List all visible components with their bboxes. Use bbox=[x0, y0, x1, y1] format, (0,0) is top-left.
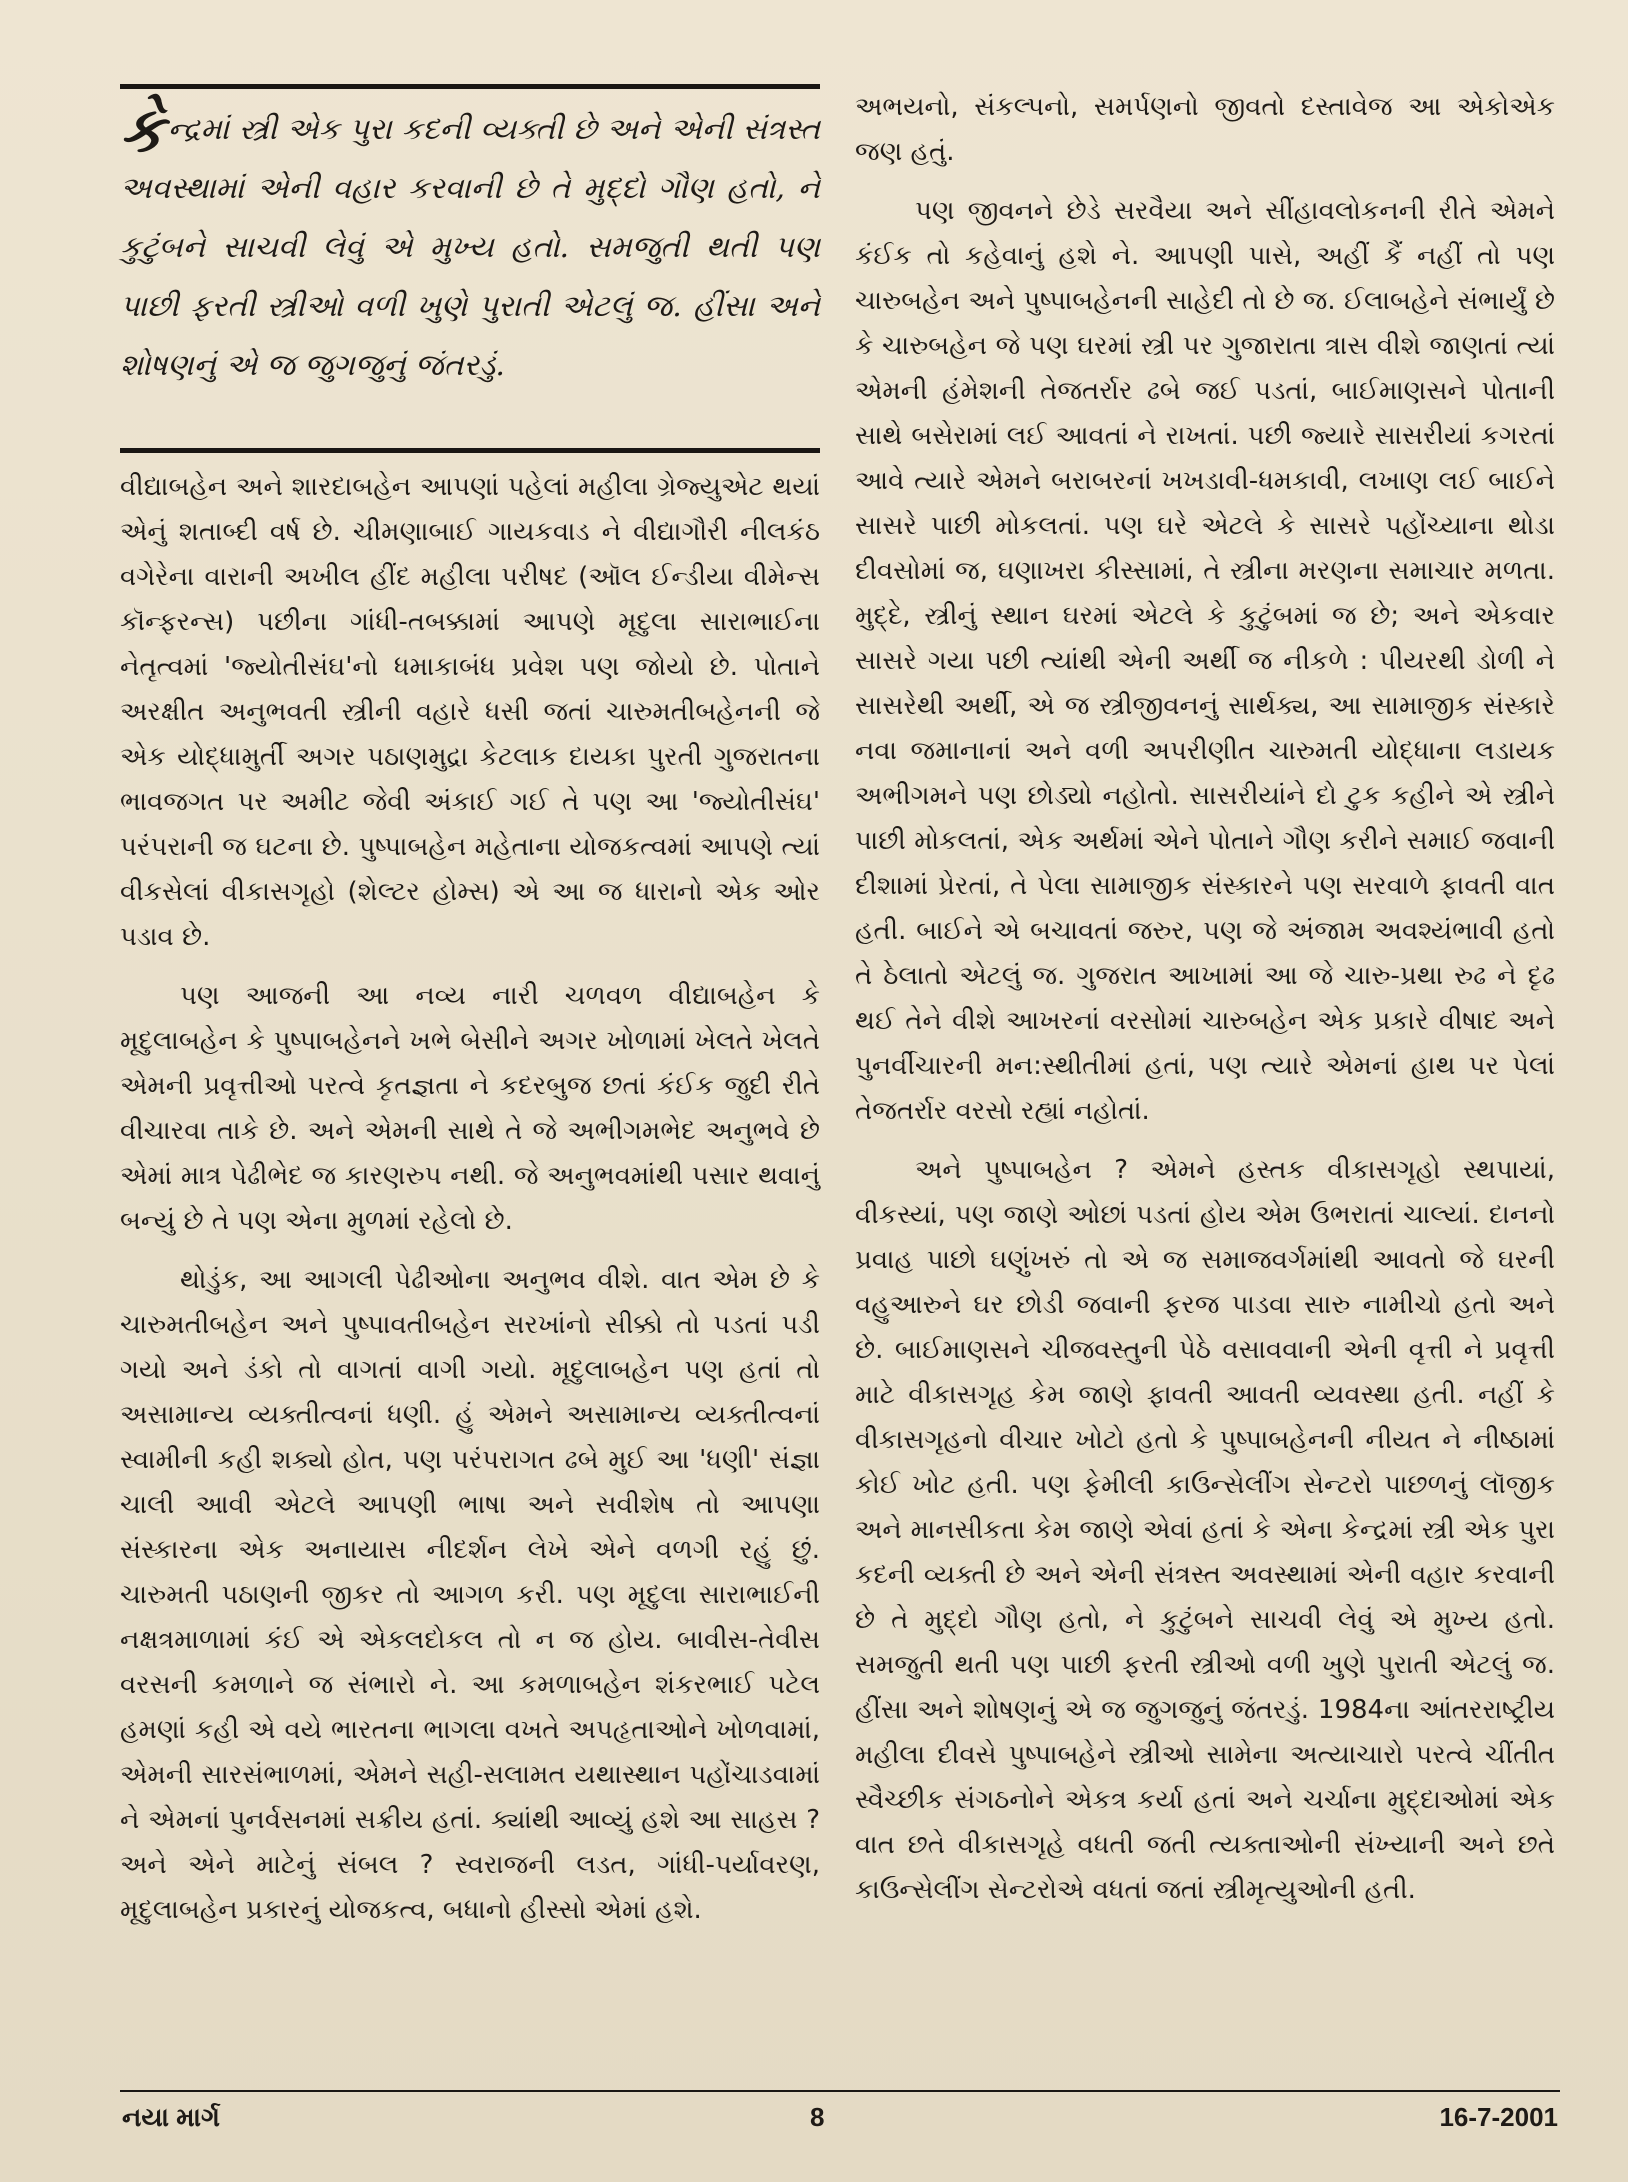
article-paragraph: પણ જીવનને છેડે સરવૈયા અને સીંહાવલોકનની રીતે એમને કંઈક તો કહેવાનું હશે ને. આપણી પાસે, અહીં કૈં નહીં તો પણ ચારુબહેન અને પુષ્પાબહેનની સાહેદી તો છે જ. ઈલાબહેને સંભાર્યું છે કે ચારુબહેન જે પણ ઘરમાં સ્ત્રી પર ગુજારાતા ત્રાસ વીશે જાણતાં ત્યાં એમની હંમેશની તેજતર્રાર ઢબે જઈ પડતાં, બાઈમાણસને પોતાની સાથે બસેરામાં લઈ આવતાં ને રાખતાં. પછી જ્યારે સાસરીયાં કગરતાં આવે ત્યારે એમને બરાબરનાં ખખડાવી-ધમકાવી, લખાણ લઈ બાઈને સાસરે પાછી મોકલતાં. પણ ઘરે એટલે કે સાસરે પહોંચ્યાના થોડા દીવસોમાં જ, ઘણાખરા કીસ્સામાં, તે સ્ત્રીના મરણના સમાચાર મળતા. મુદ્દે, સ્ત્રીનું સ્થાન ઘરમાં એટલે કે કુટુંબમાં જ છે; અને એકવાર સાસરે ગયા પછી ત્યાંથી એની અર્થી જ નીકળે : પીયરથી ડોળી ને સાસરેથી અર્થી, એ જ સ્ત્રીજીવનનું સાર્થક્ય, આ સામાજીક સંસ્કારે નવા જમાનાનાં અને વળી અપરીણીત ચારુમતી યોદ્ધાના લડાયક અભીગમને પણ છોડ્યો નહોતો. સાસરીયાંને દો ટુક કહીને એ સ્ત્રીને પાછી મોકલતાં, એક અર્થમાં એને પોતાને ગૌણ કરીને સમાઈ જવાની દીશામાં પ્રેરતાં, તે પેલા સામાજીક સંસ્કારને પણ સરવાળે ફાવતી વાત હતી. બાઈને એ બચાવતાં જરુર, પણ જે અંજામ અવશ્યંભાવી હતો તે ઠેલાતો એટલું જ. ગુજરાત આખામાં આ જે ચારુ-પ્રથા રુઢ ને દૃઢ થઈ તેને વીશે આખરનાં વરસોમાં ચારુબહેન એક પ્રકારે વીષાદ અને પુનર્વીચારની મન:સ્થીતીમાં હતાં, પણ ત્યારે એમનાં હાથ પર પેલાં તેજતર્રાર વરસો રહ્યાં નહોતાં. bbox=[855, 196, 1555, 1126]
pull-quote bbox=[120, 93, 820, 395]
article-paragraph: અને પુષ્પાબહેન ? એમને હસ્તક વીકાસગૃહો સ્થપાયાં, વીકસ્યાં, પણ જાણે ઓછાં પડતાં હોય એમ ઉભરાતાં ચાલ્યાં. દાનનો પ્રવાહ પાછો ઘણુંખરું તો એ જ સમાજવર્ગમાંથી આવતો જે ઘરની વહુઆરુને ઘર છોડી જવાની ફરજ પાડવા સારુ નામીચો હતો અને છે. બાઈમાણસને ચીજવસ્તુની પેઠે વસાવવાની એની વૃત્તી ને પ્રવૃત્તી માટે વીકાસગૃહ કેમ જાણે ફાવતી આવતી વ્યવસ્થા હતી. નહીં કે વીકાસગૃહનો વીચાર ખોટો હતો કે પુષ્પાબહેનની નીયત ને નીષ્ઠામાં કોઈ ખોટ હતી. પણ ફેમીલી કાઉન્સેલીંગ સેન્ટરો પાછળનું લૉજીક અને માનસીકતા કેમ જાણે એવાં હતાં કે એના કેન્દ્રમાં સ્ત્રી એક પુરા કદની વ્યક્તી છે અને એની સંત્રસ્ત અવસ્થામાં એની વહાર કરવાની છે તે મુદ્દો ગૌણ હતો, ને કુટુંબને સાચવી લેવું એ મુખ્ય હતો. સમજુતી થતી પણ પાછી ફરતી સ્ત્રીઓ વળી ખુણે પુરાતી એટલું જ. હીંસા અને શોષણનું એ જ જુગજુનું જંતરડું. 1984ના આંતરરાષ્ટ્રીય મહીલા દીવસે પુષ્પાબહેને સ્ત્રીઓ સામેના અત્યાચારો પરત્વે ચીંતીત સ્વૈચ્છીક સંગઠનોને એકત્ર કર્યા હતાં અને ચર્ચાના મુદ્દાઓમાં એક વાત છતે વીકાસગૃહે વધતી જતી ત્યક્તાઓની સંખ્યાની અને છતે કાઉન્સેલીંગ સેન્ટરોએ વધતાં જતાં સ્ત્રીમૃત્યુઓની હતી. bbox=[855, 1155, 1555, 1905]
article-paragraph: અભયનો, સંકલ્પનો, સમર્પણનો જીવતો દસ્તાવેજ આ એકોએક જણ હતું. bbox=[855, 92, 1555, 167]
footer-rule bbox=[120, 2090, 1560, 2092]
page-number: 8 bbox=[810, 2102, 825, 2132]
left-column bbox=[120, 465, 820, 1933]
pullquote-dropcap: કે bbox=[120, 93, 164, 166]
article-paragraph: થોડુંક, આ આગલી પેઢીઓના અનુભવ વીશે. વાત એમ છે કે ચારુમતીબહેન અને પુષ્પાવતીબહેન સરખાંનો સીક્કો તો પડતાં પડી ગયો અને ડંકો તો વાગતાં વાગી ગયો. મૃદુલાબહેન પણ હતાં તો અસામાન્ય વ્યક્તીત્વનાં ધણી. હું એમને અસામાન્ય વ્યક્તીત્વનાં સ્વામીની કહી શક્યો હોત, પણ પરંપરાગત ઢબે મુઈ આ 'ધણી' સંજ્ઞા ચાલી આવી એટલે આપણી ભાષા અને સવીશેષ તો આપણા સંસ્કારના એક અનાયાસ નીદર્શન લેખે એને વળગી રહું છું. ચારુમતી પઠાણની જીકર તો આગળ કરી. પણ મૃદુલા સારાભાઈની નક્ષત્રમાળામાં કંઈ એ એકલદોકલ તો ન જ હોય. બાવીસ-તેવીસ વરસની કમળાને જ સંભારો ને. આ કમળાબહેન શંકરભાઈ પટેલ હમણાં કહી એ વયે ભારતના ભાગલા વખતે અપહૃતાઓને ખોળવામાં, એમની સારસંભાળમાં, એમને સહી-સલામત યથાસ્થાન પહોંચાડવામાં ને એમનાં પુનર્વસનમાં સક્રીય હતાં. ક્યાંથી આવ્યું હશે આ સાહસ ? અને એને માટેનું સંબલ ? સ્વરાજની લડત, ગાંધી-પર્યાવરણ, મૃદુલાબહેન પ્રકારનું યોજકત્વ, બધાનો હીસ્સો એમાં હશે. bbox=[120, 1265, 820, 1925]
publication-name: નયા માર્ગ bbox=[122, 2102, 220, 2132]
right-column bbox=[855, 85, 1555, 1913]
page-footer bbox=[0, 2102, 1628, 2152]
issue-date: 16-7-2001 bbox=[1439, 2102, 1558, 2132]
pullquote-bottom-rule bbox=[120, 448, 820, 453]
article-paragraph: વીદ્યાબહેન અને શારદાબહેન આપણાં પહેલાં મહીલા ગ્રેજ્યુએટ થયાં એનું શતાબ્દી વર્ષ છે. ચીમણાબાઈ ગાયકવાડ ને વીદ્યાગૌરી નીલકંઠ વગેરેના વારાની અખીલ હીંદ મહીલા પરીષદ (ઑલ ઈન્ડીયા વીમેન્સ કૉન્ફરન્સ) પછીના ગાંધી-તબક્કામાં આપણે મૃદુલા સારાભાઈના નેતૃત્વમાં 'જ્યોતીસંઘ'નો ધમાકાબંધ પ્રવેશ પણ જોયો છે. પોતાને અરક્ષીત અનુભવતી સ્ત્રીની વહારે ધસી જતાં ચારુમતીબહેનની જે એક યોદ્ધામુર્તી અગર પઠાણમુદ્રા કેટલાક દાયકા પુરતી ગુજરાતના ભાવજગત પર અમીટ જેવી અંકાઈ ગઈ તે પણ આ 'જ્યોતીસંઘ' પરંપરાની જ ઘટના છે. પુષ્પાબહેન મહેતાના યોજકત્વમાં આપણે ત્યાં વીકસેલાં વીકાસગૃહો (શેલ્ટર હોમ્સ) એ આ જ ધારાનો એક ઓર પડાવ છે. bbox=[120, 472, 820, 952]
pullquote-text: ન્દ્રમાં સ્ત્રી એક પુરા કદની વ્યક્તી છે અને એની સંત્રસ્ત અવસ્થામાં એની વહાર કરવાની છે તે મુદ્દો ગૌણ હતો, ને કુટુંબને સાચવી લેવું એ મુખ્ય હતો. સમજુતી થતી પણ પાછી ફરતી સ્ત્રીઓ વળી ખુણે પુરાતી એટલું જ. હીંસા અને શોષણનું એ જ જુગજુનું જંતરડું. bbox=[120, 112, 820, 383]
pullquote-top-rule bbox=[120, 84, 820, 89]
article-paragraph: પણ આજની આ નવ્ય નારી ચળવળ વીદ્યાબહેન કે મૃદુલાબહેન કે પુષ્પાબહેનને ખભે બેસીને અગર ખોળામાં ખેલતે ખેલતે એમની પ્રવૃત્તીઓ પરત્વે કૃતજ્ઞતા ને કદરબુજ છતાં કંઈક જુદી રીતે વીચારવા તાકે છે. અને એમની સાથે તે જે અભીગમભેદ અનુભવે છે એમાં માત્ર પેઢીભેદ જ કારણરુપ નથી. જે અનુભવમાંથી પસાર થવાનું બન્યું છે તે પણ એના મુળમાં રહેલો છે. bbox=[120, 981, 820, 1236]
